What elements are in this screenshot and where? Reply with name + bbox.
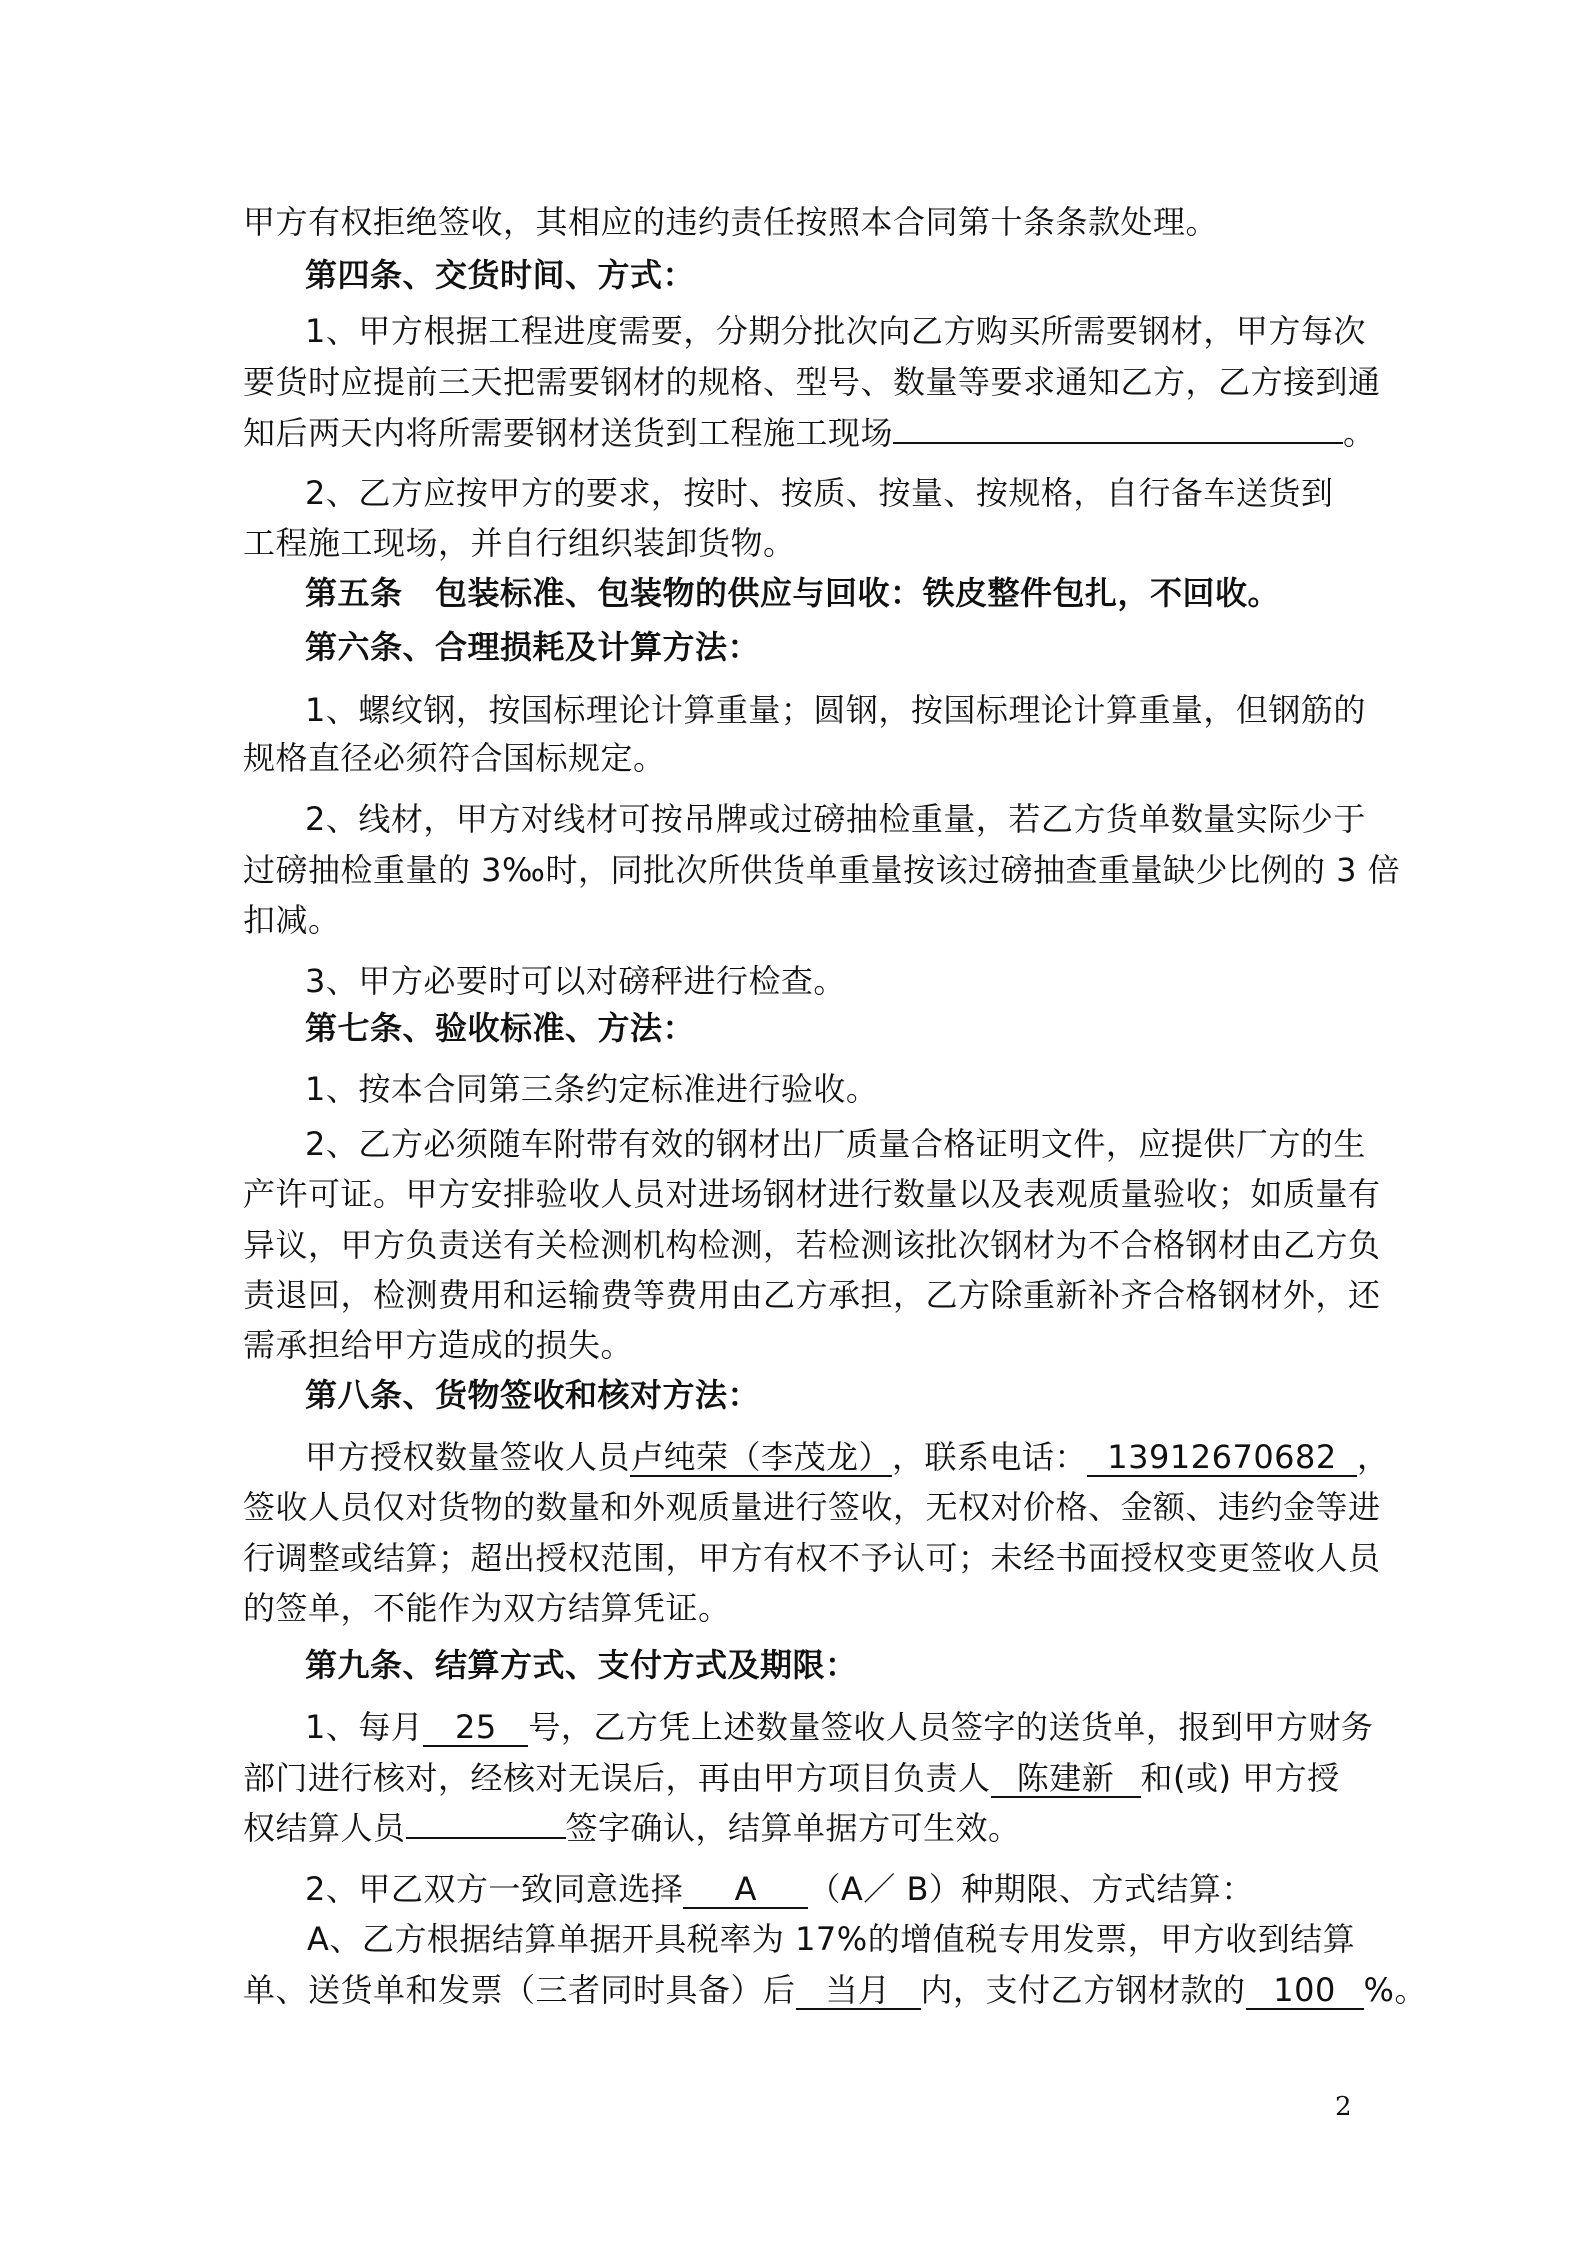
paragraph-line: 1、螺纹钢，按国标理论计算重量；圆钢，按国标理论计算重量，但钢筋的: [305, 691, 1366, 729]
paragraph-line: [305, 1869, 1254, 1909]
paragraph-line: 需承担给甲方造成的损失。: [243, 1326, 634, 1364]
text-span: 签字确认，结算单据方可生效。: [565, 1809, 1021, 1847]
text-span: 。: [1343, 414, 1376, 452]
text-span: 2、甲乙双方一致同意选择: [305, 1870, 684, 1908]
article-4-title: 第四条、交货时间、方式：: [305, 256, 696, 294]
text-span: %。: [1363, 1971, 1427, 2009]
paragraph-line: 异议，甲方负责送有关检测机构检测，若检测该批次钢材为不合格钢材由乙方负: [243, 1226, 1381, 1264]
payment-term-field: 当月: [796, 1972, 921, 2010]
text-span: 单、送货单和发票（三者同时具备）后: [243, 1971, 796, 2009]
paragraph-line: 行调整或结算；超出授权范围，甲方有权不予认可；未经书面授权变更签收人员: [243, 1539, 1381, 1577]
paragraph-line: [243, 1808, 1021, 1848]
paragraph-line: 甲方有权拒绝签收，其相应的违约责任按照本合同第十条条款处理。: [243, 203, 1219, 241]
paragraph-line: [305, 1707, 1373, 1747]
text-span: 和(或) 甲方授: [1140, 1759, 1340, 1797]
paragraph-line: 扣减。: [243, 901, 341, 939]
text-span: ，联系电话：: [892, 1438, 1088, 1476]
signer-name-field: 卢纯荣（李茂龙）: [631, 1438, 892, 1476]
phone-number-field: 13912670682: [1087, 1439, 1357, 1477]
text-span: 1、每月: [305, 1708, 424, 1746]
paragraph-line: [243, 1970, 1427, 2010]
page-number: 2: [1335, 2092, 1352, 2122]
paragraph-line: 1、甲方根据工程进度需要，分期分批次向乙方购买所需要钢材，甲方每次: [305, 312, 1366, 350]
paragraph-line: 1、按本合同第三条约定标准进行验收。: [305, 1070, 879, 1108]
article-6-title: 第六条、合理损耗及计算方法：: [305, 628, 761, 666]
paragraph-line: 的签单，不能作为双方结算凭证。: [243, 1589, 731, 1627]
paragraph-line: 2、乙方应按甲方的要求，按时、按质、按量、按规格，自行备车送货到: [305, 474, 1334, 512]
paragraph-line: 2、线材，甲方对线材可按吊牌或过磅抽检重量，若乙方货单数量实际少于: [305, 800, 1366, 838]
text-span: （A／ B）种期限、方式结算：: [808, 1870, 1254, 1908]
article-8-title: 第八条、货物签收和核对方法：: [305, 1376, 761, 1414]
paragraph-line: 签收人员仅对货物的数量和外观质量进行签收，无权对价格、金额、违约金等进: [243, 1488, 1381, 1526]
text-span: ，: [1357, 1438, 1390, 1476]
text-span: 内，支付乙方钢材款的: [920, 1971, 1246, 2009]
option-choice-field: A: [683, 1871, 808, 1909]
article-7-title: 第七条、验收标准、方法：: [305, 1009, 696, 1047]
article-5-line: 第五条 包装标准、包装物的供应与回收：铁皮整件包扎，不回收。: [305, 574, 1281, 612]
paragraph-line: A、乙方根据结算单据开具税率为 17%的增值税专用发票，甲方收到结算: [307, 1920, 1356, 1958]
paragraph-line: 产许可证。甲方安排验收人员对进场钢材进行数量以及表观质量验收；如质量有: [243, 1175, 1381, 1213]
text-span: 甲方授权数量签收人员: [305, 1438, 631, 1476]
paragraph-line: [243, 413, 1376, 453]
blank-site-field: [893, 442, 1343, 444]
text-span: 号，乙方凭上述数量签收人员签字的送货单，报到甲方财务: [528, 1708, 1374, 1746]
article-9-title: 第九条、结算方式、支付方式及期限：: [305, 1646, 858, 1684]
paragraph-line: 责退回，检测费用和运输费等费用由乙方承担，乙方除重新补齐合格钢材外，还: [243, 1276, 1381, 1314]
paragraph-line: 工程施工现场，并自行组织装卸货物。: [243, 524, 796, 562]
paragraph-line: 规格直径必须符合国标规定。: [243, 739, 666, 777]
text-span: 权结算人员: [243, 1809, 406, 1847]
paragraph-line: 2、乙方必须随车附带有效的钢材出厂质量合格证明文件，应提供厂方的生: [305, 1125, 1366, 1163]
paragraph-line: 3、甲方必要时可以对磅秤进行检查。: [305, 962, 846, 1000]
paragraph-line: 要货时应提前三天把需要钢材的规格、型号、数量等要求通知乙方，乙方接到通: [243, 363, 1381, 401]
text-span: 知后两天内将所需要钢材送货到工程施工现场: [243, 414, 894, 452]
settlement-day-field: 25: [423, 1709, 528, 1747]
paragraph-line: [305, 1437, 1390, 1477]
paragraph-line: 过磅抽检重量的 3‰时，同批次所供货单重量按该过磅抽查重量缺少比例的 3 倍: [243, 851, 1401, 889]
blank-settlement-person-field: [406, 1837, 566, 1839]
paragraph-line: [243, 1758, 1340, 1798]
payment-percent-field: 100: [1246, 1972, 1364, 2010]
project-manager-field: 陈建新: [991, 1760, 1141, 1798]
text-span: 部门进行核对，经核对无误后，再由甲方项目负责人: [243, 1759, 991, 1797]
